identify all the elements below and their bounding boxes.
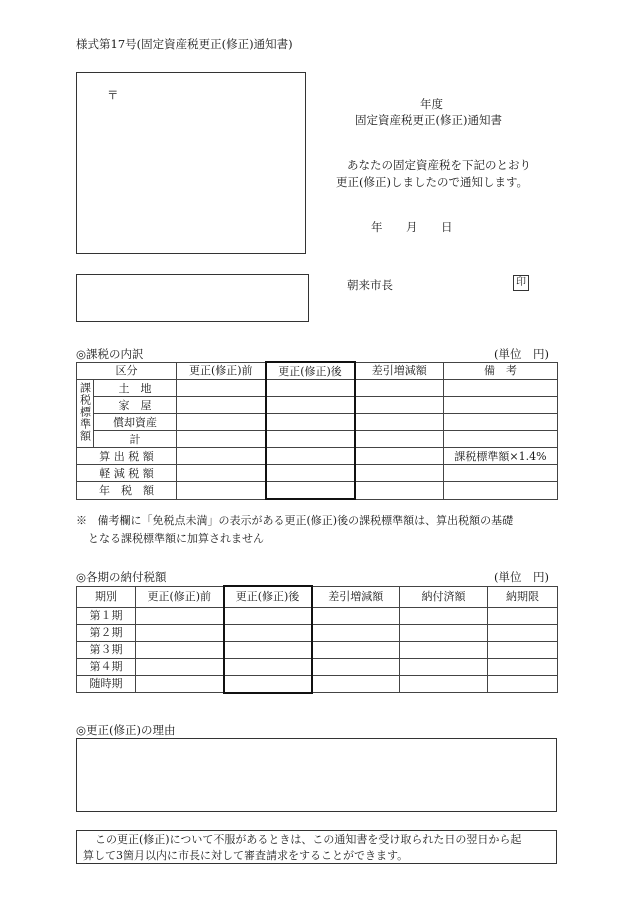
date-day: 日 [441, 220, 453, 234]
table-row [77, 414, 558, 431]
installments-table [76, 585, 558, 694]
period-label: 随時期 [77, 675, 136, 693]
row-label: 家 屋 [94, 397, 177, 414]
table-row [77, 448, 558, 465]
tax-breakdown-unit: (単位 円) [494, 347, 549, 361]
header-before: 更正(修正)前 [177, 362, 266, 380]
group-label: 課税標準額 [78, 381, 92, 442]
header-diff: 差引増減額 [355, 362, 444, 380]
year-label: 年度 [420, 97, 443, 111]
table-row [77, 607, 558, 624]
table-row [77, 641, 558, 658]
notice-title: 固定資産税更正(修正)通知書 [355, 113, 502, 127]
period-label: 第３期 [77, 641, 136, 658]
group-label-cell [77, 380, 94, 448]
installments-title: ◎各期の納付税額 [76, 570, 167, 584]
header-remarks: 備 考 [444, 362, 558, 380]
message-line-1: あなたの固定資産税を下記のとおり [347, 158, 531, 172]
form-number: 様式第17号(固定資産税更正(修正)通知書) [76, 37, 293, 51]
table-row [77, 380, 558, 397]
footnote-line-1: 備考欄に「免税点未満」の表示がある更正(修正)後の課税標準額は、算出税額の基礎 [97, 514, 514, 527]
table-row [77, 397, 558, 414]
postal-mark: 〒 [107, 88, 119, 102]
header-paid: 納付済額 [400, 586, 488, 607]
appeal-line-1: この更正(修正)について不服があるときは、この通知書を受け取られた日の翌日から起 [95, 833, 522, 846]
table-row [77, 431, 558, 448]
row-label: 軽 減 税 額 [77, 465, 177, 482]
table-header-row [77, 362, 558, 380]
row-label: 償却資産 [94, 414, 177, 431]
address-box [76, 72, 306, 254]
footnote-line-2: となる課税標準額に加算されません [88, 532, 264, 545]
table-row [77, 465, 558, 482]
header-due: 納期限 [488, 586, 558, 607]
tax-breakdown-table [76, 361, 558, 500]
header-before: 更正(修正)前 [136, 586, 224, 607]
footnote [76, 512, 513, 548]
header-after: 更正(修正)後 [266, 362, 355, 380]
name-box [76, 274, 309, 322]
tax-breakdown-title: ◎課税の内訳 [76, 347, 144, 361]
reason-box [76, 738, 557, 812]
period-label: 第１期 [77, 607, 136, 624]
calc-note: 課税標準額×1.4% [444, 448, 558, 465]
table-row [77, 675, 558, 693]
installments-unit: (単位 円) [494, 570, 549, 584]
header-category: 区分 [77, 362, 177, 380]
period-label: 第４期 [77, 658, 136, 675]
table-row [77, 624, 558, 641]
table-header-row [77, 586, 558, 607]
header-after: 更正(修正)後 [224, 586, 312, 607]
header-diff: 差引増減額 [312, 586, 400, 607]
row-label: 算 出 税 額 [77, 448, 177, 465]
appeal-line-2: 算して3箇月以内に市長に対して審査請求をすることができます。 [83, 849, 409, 862]
seal-mark: 印 [513, 275, 529, 291]
message-line-2: 更正(修正)しましたので通知します。 [336, 175, 529, 189]
reason-title: ◎更正(修正)の理由 [76, 723, 176, 737]
row-label: 年 税 額 [77, 482, 177, 500]
date-month: 月 [406, 220, 418, 234]
table-row [77, 658, 558, 675]
footnote-mark: ※ [76, 514, 87, 527]
issuer-name: 朝来市長 [347, 278, 393, 292]
table-row [77, 482, 558, 500]
row-label: 土 地 [94, 380, 177, 397]
period-label: 第２期 [77, 624, 136, 641]
appeal-notice [76, 830, 557, 864]
date-year: 年 [371, 220, 383, 234]
header-period: 期別 [77, 586, 136, 607]
row-label: 計 [94, 431, 177, 448]
